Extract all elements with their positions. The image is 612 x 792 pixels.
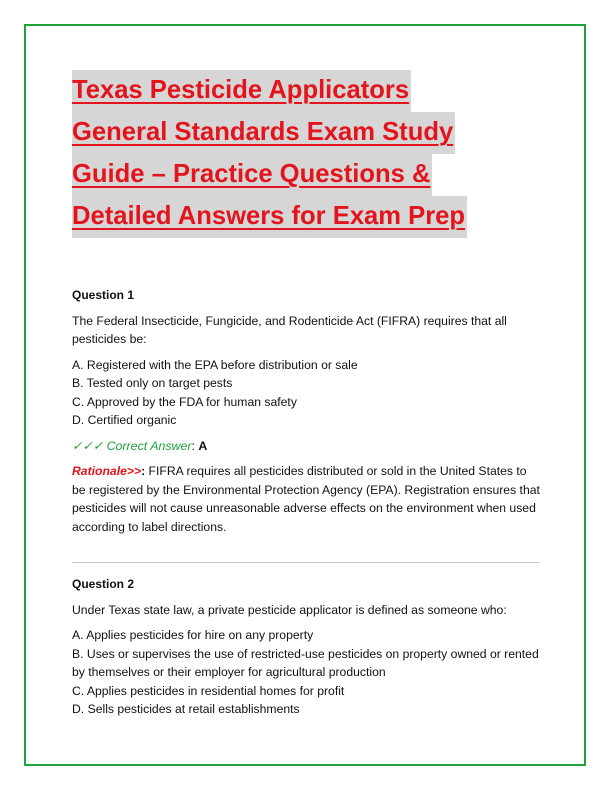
correct-answer — [72, 437, 542, 456]
answer-option: D. Certified organic — [72, 413, 177, 427]
answer-options — [72, 356, 542, 430]
answer-option: C. Approved by the FDA for human safety — [72, 394, 297, 409]
rationale-text: FIFRA requires all pesticides distributed or sold in the United States to be registered by the Environmental Protection Agency (EPA). Registration ensures that pesticides will not cause unreasonable adverse effects on the environment when used according to label directions. — [72, 464, 540, 534]
answer-option: D. Sells pesticides at retail establishments — [72, 702, 300, 716]
title-line: General Standards Exam Study — [72, 112, 455, 154]
question-heading: Question 1 — [72, 288, 135, 302]
answer-option: A. Applies pesticides for hire on any property — [72, 628, 314, 642]
title-line: Texas Pesticide Applicators — [72, 70, 411, 112]
question-text: The Federal Insecticide, Fungicide, and Rodenticide Act (FIFRA) requires that all pesticides be: — [72, 313, 507, 346]
answer-options — [72, 626, 542, 719]
rationale-colon: : — [141, 464, 146, 478]
document-title — [72, 70, 542, 238]
answer-option: B. Uses or supervises the use of restricted-use pesticides on property owned or rented by themselves or their employer for agricultural production — [72, 646, 539, 679]
title-line: Detailed Answers for Exam Prep — [72, 196, 467, 238]
answer-option: B. Tested only on target pests — [72, 376, 233, 390]
correct-answer-value: A — [198, 438, 208, 453]
question-2 — [72, 575, 542, 719]
answer-option: A. Registered with the EPA before distribution or sale — [72, 357, 358, 372]
question-text: Under Texas state law, a private pesticide applicator is defined as someone who: — [72, 602, 507, 617]
title-line: Guide – Practice Questions & — [72, 154, 432, 196]
document-body — [72, 70, 542, 534]
correct-answer-separator: : — [191, 438, 199, 453]
answer-option: C. Applies pesticides in residential homes for profit — [72, 683, 345, 698]
section-divider — [72, 562, 540, 563]
rationale-label: Rationale>> — [72, 464, 142, 478]
correct-answer-label: ✓✓✓ Correct Answer — [72, 438, 192, 453]
question-1 — [72, 286, 542, 536]
rationale — [72, 462, 542, 536]
question-heading: Question 2 — [72, 577, 135, 591]
